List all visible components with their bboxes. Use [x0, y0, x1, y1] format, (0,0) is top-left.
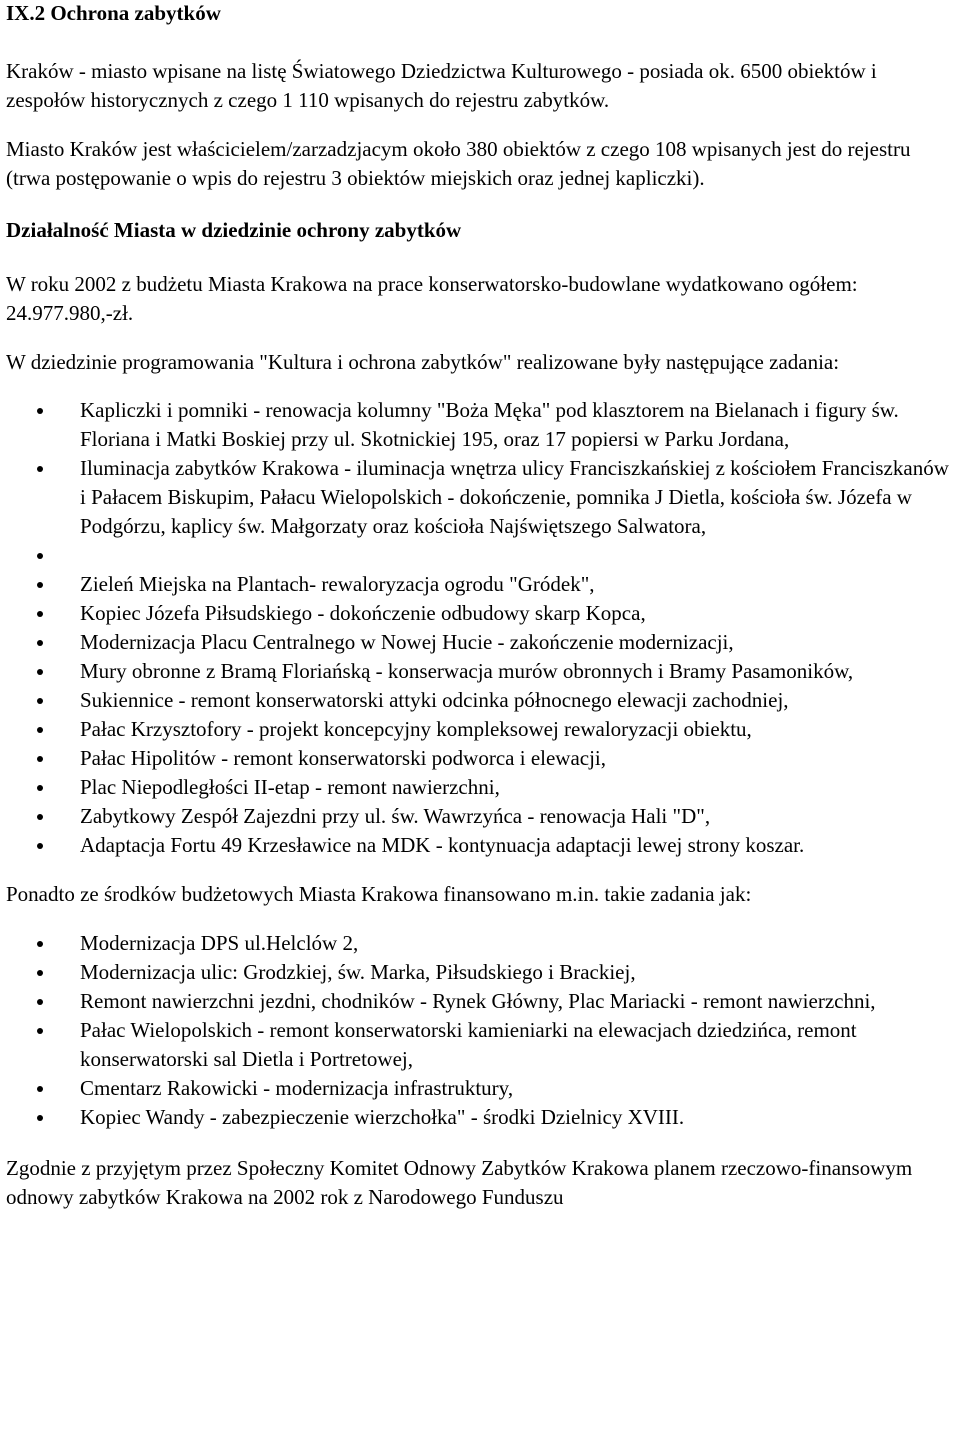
- section-heading: IX.2 Ochrona zabytków: [6, 1, 221, 25]
- list-item: Pałac Krzysztofory - projekt koncepcyjny kompleksowej rewaloryzacji obiektu,: [6, 715, 956, 744]
- list-item: Iluminacja zabytków Krakowa - iluminacja wnętrza ulicy Franciszkańskiej z kościołem Franciszkanów i Pałacem Biskupim, Pałacu Wielopolskich - dokończenie, pomnika J Dietla, kościoła św. Józefa w Podgórzu, kaplicy św. Małgorzaty oraz kościoła Najświętszego Salwatora,: [6, 454, 956, 541]
- programme-paragraph: W dziedzinie programowania "Kultura i ochrona zabytków" realizowane były następujące zadania:: [6, 350, 840, 374]
- list-item: Pałac Wielopolskich - remont konserwatorski kamieniarki na elewacjach dziedzińca, remont konserwatorski sal Dietla i Portretowej,: [6, 1016, 956, 1074]
- additional-tasks-paragraph: Ponadto ze środków budżetowych Miasta Krakowa finansowano m.in. takie zadania jak:: [6, 882, 752, 906]
- additional-task-list: [6, 929, 956, 1132]
- list-item: Pałac Hipolitów - remont konserwatorski podworca i elewacji,: [6, 744, 956, 773]
- budget-paragraph: W roku 2002 z budżetu Miasta Krakowa na prace konserwatorsko-budowlane wydatkowano ogółem: 24.977.980,-zł.: [6, 272, 858, 325]
- list-item: Zieleń Miejska na Plantach- rewaloryzacja ogrodu "Gródek",: [6, 570, 956, 599]
- list-item: Modernizacja DPS ul.Helclów 2,: [6, 929, 956, 958]
- list-item: Modernizacja ulic: Grodzkiej, św. Marka, Piłsudskiego i Brackiej,: [6, 958, 956, 987]
- list-item: Sukiennice - remont konserwatorski attyki odcinka północnego elewacji zachodniej,: [6, 686, 956, 715]
- list-item: Kopiec Józefa Piłsudskiego - dokończenie odbudowy skarp Kopca,: [6, 599, 956, 628]
- list-item: Zabytkowy Zespół Zajezdni przy ul. św. Wawrzyńca - renowacja Hali "D",: [6, 802, 956, 831]
- list-item: Kopiec Wandy - zabezpieczenie wierzchołka" - środki Dzielnicy XVIII.: [6, 1103, 956, 1132]
- list-item: Modernizacja Placu Centralnego w Nowej Hucie - zakończenie modernizacji,: [6, 628, 956, 657]
- list-item: Kapliczki i pomniki - renowacja kolumny "Boża Męka" pod klasztorem na Bielanach i figury św. Floriana i Matki Boskiej przy ul. Skotnickiej 195, oraz 17 popiersi w Parku Jordana,: [6, 396, 956, 454]
- list-item: [6, 541, 956, 570]
- document-page: [6, 0, 956, 1212]
- list-item: Cmentarz Rakowicki - modernizacja infrastruktury,: [6, 1074, 956, 1103]
- intro-paragraph: Kraków - miasto wpisane na listę Światowego Dziedzictwa Kulturowego - posiada ok. 6500 obiektów i zespołów historycznych z czego 1 110 wpisanych do rejestru zabytków.: [6, 59, 877, 112]
- list-item: Remont nawierzchni jezdni, chodników - Rynek Główny, Plac Mariacki - remont nawierzchni,: [6, 987, 956, 1016]
- closing-paragraph: Zgodnie z przyjętym przez Społeczny Komitet Odnowy Zabytków Krakowa planem rzeczowo-finansowym odnowy zabytków Krakowa na 2002 rok z Narodowego Funduszu: [6, 1156, 913, 1209]
- list-item: Adaptacja Fortu 49 Krzesławice na MDK - kontynuacja adaptacji lewej strony koszar.: [6, 831, 956, 860]
- activities-subheading: Działalność Miasta w dziedzinie ochrony zabytków: [6, 218, 462, 242]
- programme-task-list: [6, 396, 956, 860]
- ownership-paragraph: Miasto Kraków jest właścicielem/zarzadzjacym około 380 obiektów z czego 108 wpisanych jest do rejestru (trwa postępowanie o wpis do rejestru 3 obiektów miejskich oraz jednej kapliczki).: [6, 137, 911, 190]
- list-item: Mury obronne z Bramą Floriańską - konserwacja murów obronnych i Bramy Pasamoników,: [6, 657, 956, 686]
- list-item: Plac Niepodległości II-etap - remont nawierzchni,: [6, 773, 956, 802]
